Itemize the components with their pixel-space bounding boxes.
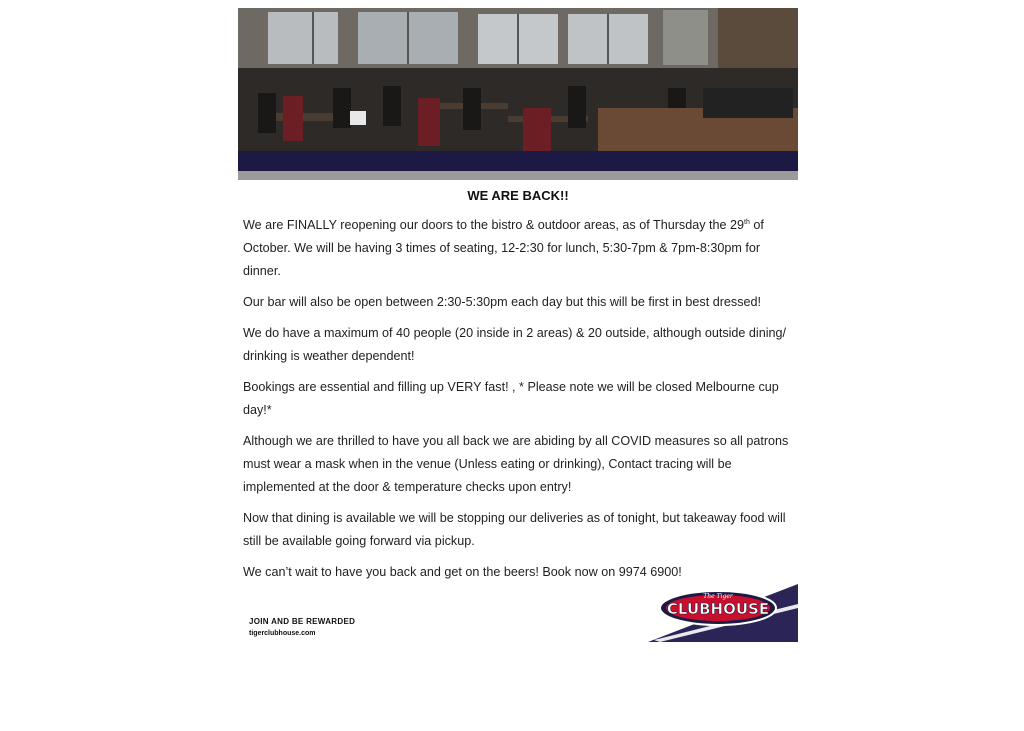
logo-small-text: The Tiger — [703, 593, 733, 600]
paragraph-text: of October. We will be having 3 times of seating, 12-2:30 for lunch, 5:30-7pm & 7pm-8:30pm for dinner. — [243, 218, 764, 278]
footer-promo — [249, 616, 355, 640]
paragraph-covid: Although we are thrilled to have you all back we are abiding by all COVID measures so all patrons must wear a mask when in the venue (Unless eating or drinking), Contact tracing will be implemented at the door & temperature checks upon entry! — [243, 434, 789, 494]
paragraph-book-now: We can’t wait to have you back and get on the beers! Book now on 9974 6900! — [243, 565, 682, 579]
paragraph-text: We are FINALLY reopening our doors to the bistro & outdoor areas, as of Thursday the 29 — [243, 218, 745, 232]
paragraph-capacity: We do have a maximum of 40 people (20 inside in 2 areas) & 20 outside, although outside dining/ drinking is weather dependent! — [243, 326, 787, 363]
restaurant-dining-room-photo — [238, 8, 798, 151]
hero-grey-band — [238, 171, 798, 180]
announcement-body — [243, 214, 798, 592]
ordinal-suffix: th — [744, 218, 750, 226]
paragraph-bookings: Bookings are essential and filling up VERY fast! , * Please note we will be closed Melbourne cup day!* — [243, 380, 779, 417]
page-title: WE ARE BACK!! — [467, 188, 569, 203]
paragraph-reopening — [243, 214, 798, 283]
footer-tagline: JOIN AND BE REWARDED — [249, 617, 356, 626]
photo-illustration — [238, 8, 798, 151]
paragraph-bar-hours: Our bar will also be open between 2:30-5:30pm each day but this will be first in best dressed! — [243, 295, 762, 309]
paragraph-takeaway: Now that dining is available we will be stopping our deliveries as of tonight, but takeaway food will still be available going forward via pickup. — [243, 511, 786, 548]
logo-name: CLUBHOUSE — [666, 600, 770, 618]
footer-url: tigerclubhouse.com — [249, 630, 316, 637]
clubhouse-logo-graphic — [648, 584, 798, 642]
hero-navy-band — [238, 151, 798, 171]
clubhouse-logo — [648, 584, 798, 642]
flyer-page — [238, 8, 798, 648]
